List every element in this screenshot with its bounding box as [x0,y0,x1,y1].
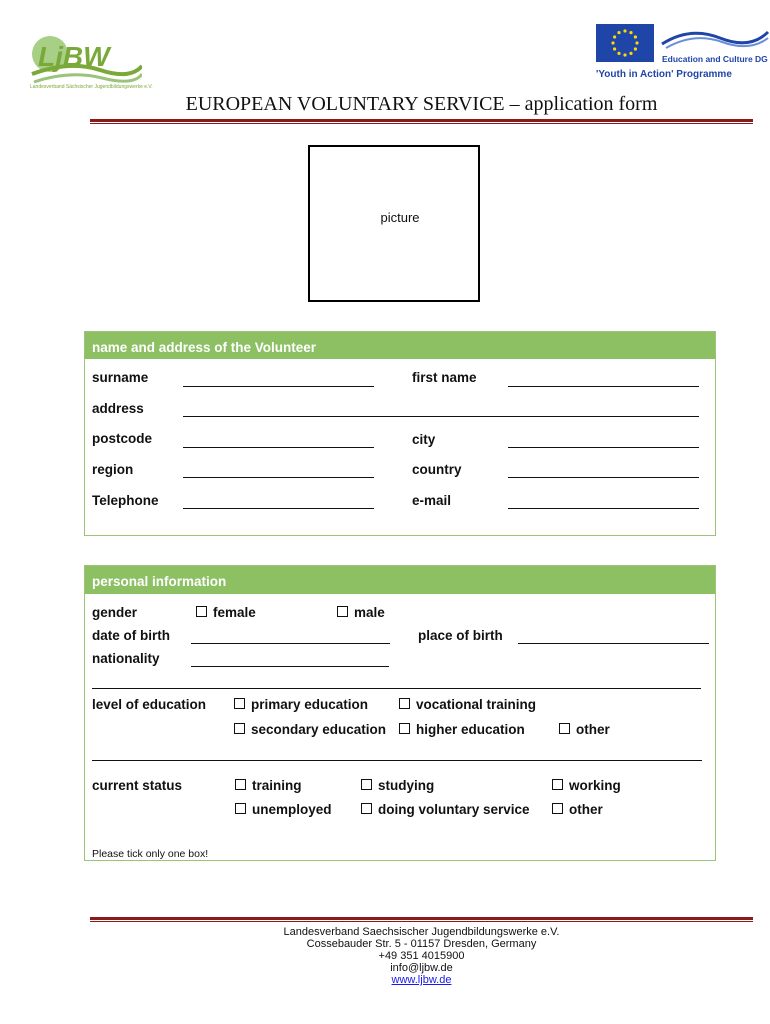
footer-rule [90,917,753,920]
training-option[interactable] [235,778,302,793]
checkbox-icon[interactable] [235,803,246,814]
postcode-field[interactable] [183,447,374,448]
personal-section-heading: personal information [85,566,715,594]
checkbox-icon[interactable] [234,723,245,734]
checkbox-icon[interactable] [234,698,245,709]
surname-label: surname [92,370,149,385]
ljbw-small-text: Landesverband Sächsischer Jugendbildungswerke e.V. [30,84,153,90]
checkbox-icon[interactable] [552,779,563,790]
primary-education-label: primary education [251,697,369,712]
divider [92,688,701,689]
tick-note: Please tick only one box! [92,848,209,860]
region-label: region [92,462,134,477]
surname-field[interactable] [183,386,374,387]
primary-education-option[interactable] [234,697,368,712]
city-field[interactable] [508,447,699,448]
telephone-label: Telephone [92,493,159,508]
higher-education-option[interactable] [399,722,525,737]
vocational-training-label: vocational training [416,697,537,712]
city-label: city [412,432,436,447]
page-title: EUROPEAN VOLUNTARY SERVICE – application form [185,93,658,115]
programme-label: 'Youth in Action' Programme [596,69,732,80]
eu-flag-icon [596,24,654,62]
education-other-option[interactable] [559,722,610,737]
unemployed-option[interactable] [235,802,332,817]
address-field[interactable] [183,416,699,417]
postcode-label: postcode [92,431,153,446]
checkbox-icon[interactable] [235,779,246,790]
nationality-field[interactable] [191,666,389,667]
education-culture-logo [660,24,770,52]
title-rule [90,119,753,122]
female-label: female [213,605,256,620]
country-field[interactable] [508,477,699,478]
female-option[interactable] [196,605,256,620]
picture-label: picture [380,210,420,225]
title-rule-thin [90,123,753,124]
checkbox-icon[interactable] [361,803,372,814]
checkbox-icon[interactable] [399,723,410,734]
gender-label: gender [92,605,138,620]
svg-text:LjBW: LjBW [38,41,110,72]
unemployed-label: unemployed [252,802,332,817]
education-culture-label: Education and Culture DG [662,54,768,64]
education-other-label: other [576,722,610,737]
male-label: male [354,605,385,620]
country-label: country [412,462,462,477]
higher-education-label: higher education [416,722,525,737]
working-option[interactable] [552,778,621,793]
footer-email: info@ljbw.de [390,962,453,974]
studying-option[interactable] [361,778,434,793]
volunteer-section-heading: name and address of the Volunteer [85,332,715,359]
footer-org: Landesverband Saechsischer Jugendbildungswerke e.V. [283,926,560,938]
checkbox-icon[interactable] [399,698,410,709]
address-label: address [92,401,144,416]
level-of-education-label: level of education [92,697,207,712]
region-field[interactable] [183,477,374,478]
footer-phone: +49 351 4015900 [378,950,465,962]
male-option[interactable] [337,605,385,620]
date-of-birth-field[interactable] [191,643,390,644]
personal-section [84,565,716,861]
secondary-education-option[interactable] [234,722,386,737]
volunteer-section [84,331,716,536]
current-status-label: current status [92,778,183,793]
status-other-option[interactable] [552,802,603,817]
email-label: e-mail [412,493,452,508]
vocational-training-option[interactable] [399,697,536,712]
checkbox-icon[interactable] [196,606,207,617]
first-name-field[interactable] [508,386,699,387]
date-of-birth-label: date of birth [92,628,170,643]
studying-label: studying [378,778,435,793]
training-label: training [252,778,302,793]
checkbox-icon[interactable] [559,723,570,734]
footer-address: Cossebauder Str. 5 - 01157 Dresden, Germany [306,938,537,950]
nationality-label: nationality [92,651,160,666]
voluntary-service-option[interactable] [361,802,530,817]
email-field[interactable] [508,508,699,509]
footer-rule-thin [90,921,753,922]
footer-website-row [90,974,753,986]
telephone-field[interactable] [183,508,374,509]
secondary-education-label: secondary education [251,722,387,737]
status-other-label: other [569,802,603,817]
checkbox-icon[interactable] [552,803,563,814]
checkbox-icon[interactable] [361,779,372,790]
place-of-birth-label: place of birth [418,628,503,643]
first-name-label: first name [412,370,477,385]
checkbox-icon[interactable] [337,606,348,617]
voluntary-service-label: doing voluntary service [378,802,530,817]
divider [92,760,702,761]
footer-website-link[interactable]: www.ljbw.de [391,974,452,986]
working-label: working [569,778,621,793]
place-of-birth-field[interactable] [518,643,709,644]
